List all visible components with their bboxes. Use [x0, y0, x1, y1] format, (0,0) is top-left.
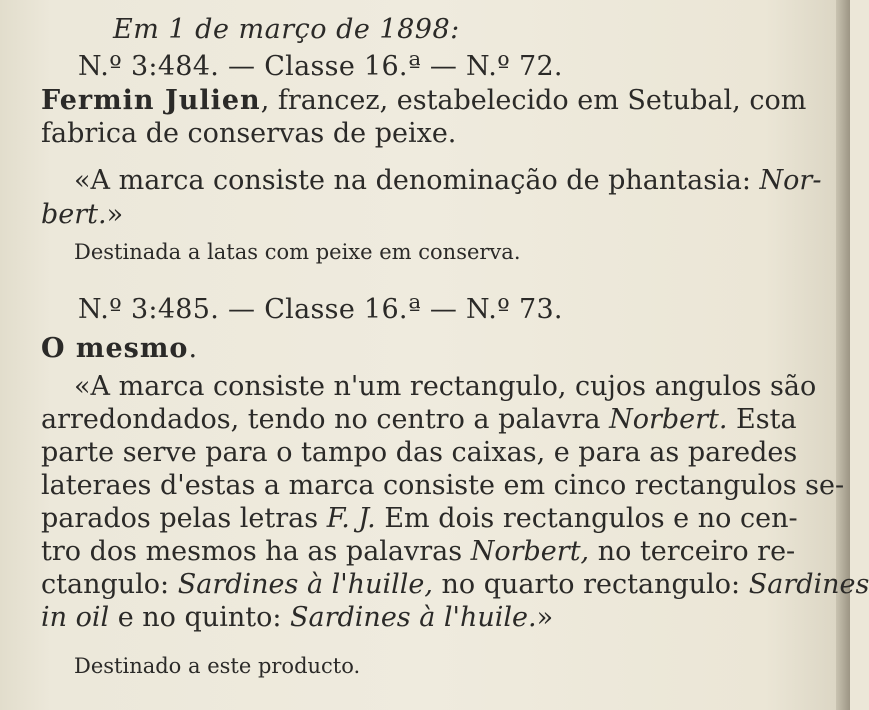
- desc-text: tro dos mesmos ha as palavras: [41, 536, 463, 567]
- entry-number-line: N.º 3:484. — Classe 16.ª — N.º 72.: [78, 51, 563, 82]
- desc-line: [41, 404, 797, 436]
- mark-desc-close: »: [106, 199, 124, 230]
- desc-line: [41, 569, 869, 601]
- entry-owner-line: [41, 85, 833, 117]
- desc-text: parados pelas letras: [41, 503, 319, 534]
- mark-desc-text: «A marca consiste na denominação de phantasia:: [74, 165, 751, 196]
- mark-desc-name-cont: bert.: [41, 199, 107, 230]
- desc-text: no terceiro re-: [597, 536, 796, 567]
- destination: Destinado a este producto.: [74, 654, 361, 678]
- desc-line: lateraes d'estas a marca consiste em cinco rectangulos se-: [41, 470, 845, 501]
- owner-name: Fermin Julien: [41, 85, 261, 116]
- desc-close: »: [536, 602, 554, 633]
- desc-name: Sardines à l'huille,: [177, 569, 433, 600]
- desc-text: no quarto rectangulo:: [441, 569, 741, 600]
- desc-name: in oil: [41, 602, 110, 633]
- owner-name: O mesmo: [41, 333, 189, 364]
- desc-name: F. J.: [326, 503, 376, 534]
- desc-line: [41, 602, 553, 634]
- mark-description: [74, 165, 821, 197]
- desc-line: parte serve para o tampo das caixas, e para as paredes: [41, 437, 798, 468]
- desc-name: Norbert.: [609, 404, 728, 435]
- desc-line: [41, 536, 795, 568]
- desc-text: e no quinto:: [117, 602, 282, 633]
- entry-owner-line: [41, 333, 197, 365]
- desc-text: ctangulo:: [41, 569, 170, 600]
- book-spine-shadow: [836, 0, 850, 710]
- desc-name: Norbert,: [470, 536, 590, 567]
- mark-desc-name: Nor-: [759, 165, 822, 196]
- destination: Destinada a latas com peixe em conserva.: [74, 240, 521, 264]
- desc-text: Em dois rectangulos e no cen-: [384, 503, 798, 534]
- desc-text: Esta: [736, 404, 797, 435]
- entry-number-line: N.º 3:485. — Classe 16.ª — N.º 73.: [78, 294, 563, 325]
- desc-line: «A marca consiste n'um rectangulo, cujos angulos são: [74, 371, 817, 402]
- desc-name: Sardines à l'huile.: [290, 602, 537, 633]
- owner-details-cont: fabrica de conservas de peixe.: [41, 118, 457, 149]
- mark-description-cont: [41, 199, 123, 231]
- desc-text: arredondados, tendo no centro a palavra: [41, 404, 601, 435]
- desc-line: [41, 503, 798, 535]
- desc-name: Sardines: [748, 569, 869, 600]
- dateline: Em 1 de março de 1898:: [113, 14, 460, 45]
- owner-details: , francez, estabelecido em Setubal, com: [260, 85, 807, 116]
- owner-details: .: [188, 333, 198, 364]
